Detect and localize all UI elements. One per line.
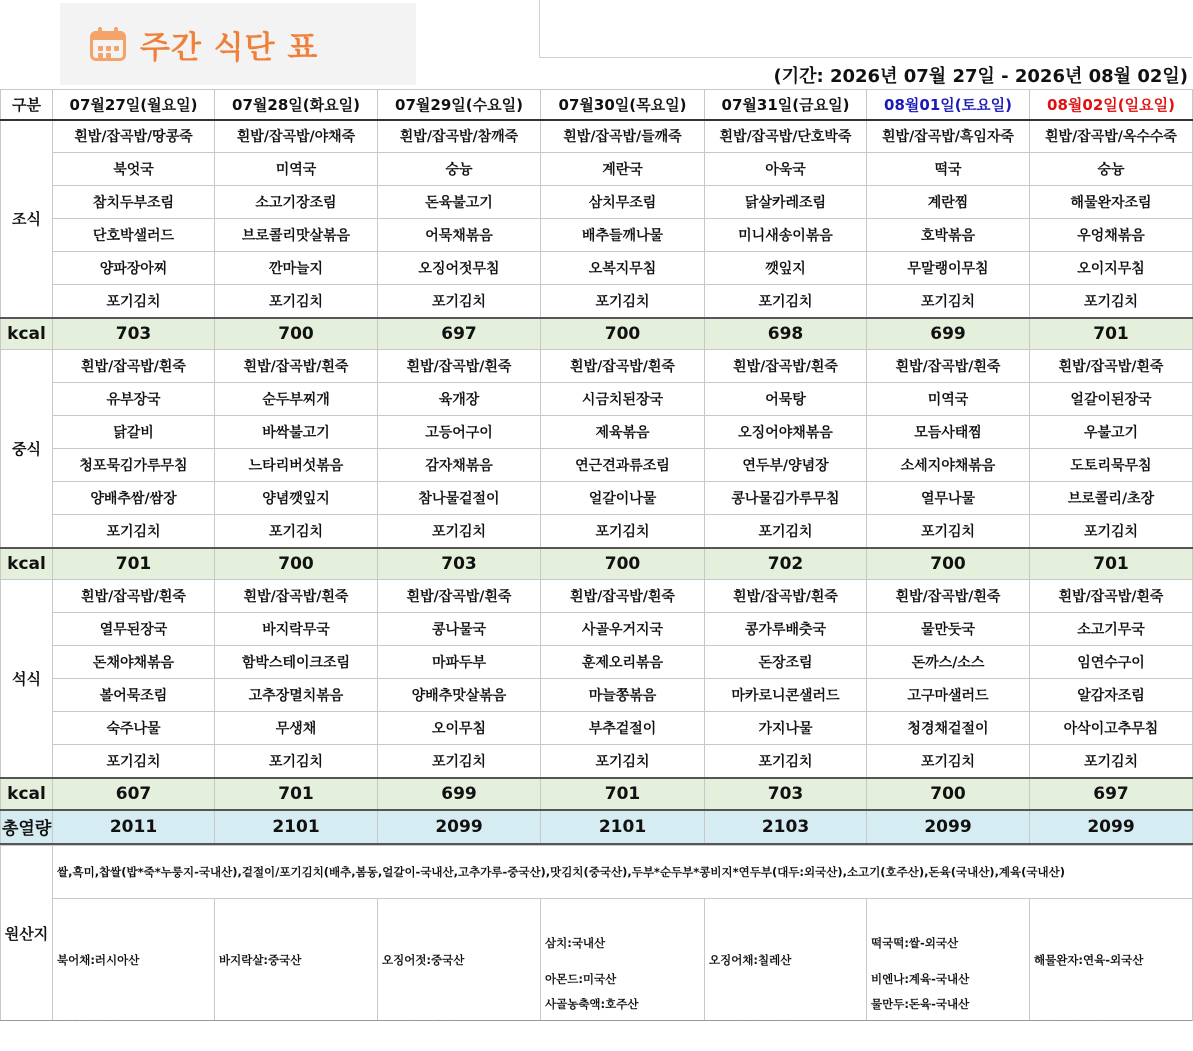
kcal-value: 703 (53, 318, 215, 350)
menu-row (1, 252, 1193, 285)
total-label: 총열량 (1, 810, 53, 844)
calendar-icon (90, 27, 126, 61)
menu-row (1, 120, 1193, 153)
menu-item: 유부장국 (53, 383, 215, 416)
menu-item: 제육볶음 (541, 416, 705, 449)
menu-item: 무생채 (215, 712, 378, 745)
meal-label-breakfast: 조식 (1, 120, 53, 318)
menu-item: 포기김치 (705, 285, 867, 318)
menu-item: 가지나물 (705, 712, 867, 745)
kcal-value: 607 (53, 778, 215, 810)
menu-item: 소고기무국 (1030, 613, 1193, 646)
menu-item: 닭살카레조림 (705, 186, 867, 219)
menu-row (1, 186, 1193, 219)
menu-item: 시금치된장국 (541, 383, 705, 416)
menu-row (1, 745, 1193, 778)
menu-item: 아삭이고추무침 (1030, 712, 1193, 745)
menu-item: 감자채볶음 (378, 449, 541, 482)
menu-item: 흰밥/잡곡밥/참깨죽 (378, 120, 541, 153)
day-header-saturday: 08월01일(토요일) (867, 90, 1030, 120)
day-header: 07월28일(화요일) (215, 90, 378, 120)
menu-item: 깐마늘지 (215, 252, 378, 285)
menu-item: 흰밥/잡곡밥/흰죽 (53, 580, 215, 613)
origin-main-row (1, 846, 1193, 899)
menu-item: 돈장조림 (705, 646, 867, 679)
menu-item: 열무된장국 (53, 613, 215, 646)
menu-item: 계란국 (541, 153, 705, 186)
menu-item: 포기김치 (53, 515, 215, 548)
kcal-value: 700 (867, 548, 1030, 580)
menu-item: 포기김치 (867, 745, 1030, 778)
menu-item: 미니새송이볶음 (705, 219, 867, 252)
total-value: 2101 (215, 810, 378, 844)
menu-item: 물만둣국 (867, 613, 1030, 646)
kcal-value: 703 (378, 548, 541, 580)
day-header-sunday: 08월02일(일요일) (1030, 90, 1193, 120)
menu-item: 돈채야채볶음 (53, 646, 215, 679)
menu-item: 콩나물김가루무침 (705, 482, 867, 515)
menu-item: 포기김치 (378, 745, 541, 778)
menu-item: 모듬사태찜 (867, 416, 1030, 449)
header-row (1, 90, 1193, 120)
menu-item: 흰밥/잡곡밥/흰죽 (867, 350, 1030, 383)
meal-label-dinner: 석식 (1, 580, 53, 778)
menu-item: 무말랭이무침 (867, 252, 1030, 285)
header-divider (539, 0, 540, 57)
menu-item: 순두부찌개 (215, 383, 378, 416)
menu-item: 소고기장조림 (215, 186, 378, 219)
menu-item: 우엉채볶음 (1030, 219, 1193, 252)
origin-cell (1030, 899, 1193, 1021)
menu-item: 흰밥/잡곡밥/흰죽 (53, 350, 215, 383)
menu-item: 흰밥/잡곡밥/단호박죽 (705, 120, 867, 153)
menu-item: 사골우거지국 (541, 613, 705, 646)
day-header: 07월30일(목요일) (541, 90, 705, 120)
origin-cell (541, 899, 705, 1021)
menu-item: 포기김치 (378, 515, 541, 548)
menu-item: 참나물겉절이 (378, 482, 541, 515)
menu-row (1, 416, 1193, 449)
period-text: (기간: 2026년 07월 27일 - 2026년 08월 02일) (773, 66, 1188, 87)
menu-item: 흰밥/잡곡밥/흰죽 (1030, 580, 1193, 613)
menu-item: 흰밥/잡곡밥/흰죽 (1030, 350, 1193, 383)
total-value: 2101 (541, 810, 705, 844)
menu-item: 고추장멸치볶음 (215, 679, 378, 712)
origin-main-text: 쌀,흑미,찹쌀(밥*죽*누룽지-국내산),겉절이/포기김치(배추,봄동,얼갈이-국내산,고추가루-중국산),맛김치(중국산),두부*순두부*콩비지*연두부(대두:외국산),소고기(호주산),돈육(국내산),계육(국내산) (53, 846, 1193, 899)
total-row (1, 810, 1193, 844)
page-footer-area (0, 1020, 1192, 1051)
menu-row (1, 383, 1193, 416)
menu-row (1, 219, 1193, 252)
kcal-value: 701 (1030, 318, 1193, 350)
menu-item: 흰밥/잡곡밥/흰죽 (541, 580, 705, 613)
menu-item: 어묵탕 (705, 383, 867, 416)
origin-entry: 떡국떡:쌀-외국산 (871, 936, 959, 950)
origin-entry: 삼치:국내산 (545, 936, 606, 950)
origin-entry: 오징어젓:중국산 (382, 953, 465, 967)
menu-item: 오복지무침 (541, 252, 705, 285)
title-box (60, 3, 416, 85)
menu-item: 포기김치 (215, 285, 378, 318)
menu-item: 부추겉절이 (541, 712, 705, 745)
menu-item: 양념깻잎지 (215, 482, 378, 515)
menu-row (1, 679, 1193, 712)
origin-entry: 북어채:러시아산 (57, 953, 140, 967)
menu-item: 돈까스/소스 (867, 646, 1030, 679)
menu-item: 미역국 (215, 153, 378, 186)
menu-item: 콩나물국 (378, 613, 541, 646)
menu-item: 청포묵김가루무침 (53, 449, 215, 482)
origin-cell (215, 899, 378, 1021)
total-value: 2099 (378, 810, 541, 844)
menu-item: 북엇국 (53, 153, 215, 186)
kcal-row (1, 778, 1193, 810)
kcal-row (1, 318, 1193, 350)
menu-item: 삼치무조림 (541, 186, 705, 219)
menu-item: 포기김치 (705, 745, 867, 778)
menu-item: 포기김치 (53, 745, 215, 778)
kcal-row (1, 548, 1193, 580)
origin-cell (53, 899, 215, 1021)
meal-label-lunch: 중식 (1, 350, 53, 548)
total-value: 2011 (53, 810, 215, 844)
menu-item: 오이지무침 (1030, 252, 1193, 285)
kcal-value: 701 (215, 778, 378, 810)
menu-table (0, 89, 1193, 845)
menu-row (1, 515, 1193, 548)
menu-row (1, 712, 1193, 745)
menu-item: 해물완자조림 (1030, 186, 1193, 219)
menu-item: 포기김치 (1030, 285, 1193, 318)
menu-item: 오징어야채볶음 (705, 416, 867, 449)
menu-item: 깻잎지 (705, 252, 867, 285)
kcal-value: 701 (1030, 548, 1193, 580)
kcal-value: 700 (867, 778, 1030, 810)
kcal-value: 700 (541, 548, 705, 580)
menu-item: 미역국 (867, 383, 1030, 416)
kcal-value: 703 (705, 778, 867, 810)
menu-item: 바지락무국 (215, 613, 378, 646)
total-value: 2103 (705, 810, 867, 844)
menu-item: 포기김치 (1030, 745, 1193, 778)
menu-item: 포기김치 (378, 285, 541, 318)
menu-item: 흰밥/잡곡밥/흰죽 (215, 580, 378, 613)
menu-item: 육개장 (378, 383, 541, 416)
menu-item: 브로콜리맛살볶음 (215, 219, 378, 252)
origin-detail-row (1, 899, 1193, 1021)
menu-item: 오이무침 (378, 712, 541, 745)
origin-entry: 오징어채:칠레산 (709, 953, 792, 967)
menu-item: 고구마샐러드 (867, 679, 1030, 712)
kcal-value: 699 (867, 318, 1030, 350)
menu-item: 마늘쫑볶음 (541, 679, 705, 712)
kcal-value: 701 (541, 778, 705, 810)
kcal-value: 700 (215, 318, 378, 350)
menu-item: 흰밥/잡곡밥/옥수수죽 (1030, 120, 1193, 153)
kcal-value: 701 (53, 548, 215, 580)
menu-item: 소세지야채볶음 (867, 449, 1030, 482)
menu-item: 브로콜리/초장 (1030, 482, 1193, 515)
origin-cell (705, 899, 867, 1021)
kcal-value: 700 (215, 548, 378, 580)
origin-table (0, 845, 1193, 1021)
menu-item: 흰밥/잡곡밥/땅콩죽 (53, 120, 215, 153)
menu-item: 얼갈이된장국 (1030, 383, 1193, 416)
menu-row (1, 350, 1193, 383)
menu-item: 흰밥/잡곡밥/흰죽 (705, 580, 867, 613)
menu-item: 연두부/양념장 (705, 449, 867, 482)
menu-item: 양파장아찌 (53, 252, 215, 285)
menu-item: 임연수구이 (1030, 646, 1193, 679)
menu-item: 흰밥/잡곡밥/흰죽 (705, 350, 867, 383)
menu-item: 숭늉 (1030, 153, 1193, 186)
menu-item: 콩가루배춧국 (705, 613, 867, 646)
menu-item: 열무나물 (867, 482, 1030, 515)
menu-item: 볼어묵조림 (53, 679, 215, 712)
menu-item: 계란찜 (867, 186, 1030, 219)
menu-item: 포기김치 (867, 285, 1030, 318)
menu-item: 흰밥/잡곡밥/흑임자죽 (867, 120, 1030, 153)
total-value: 2099 (867, 810, 1030, 844)
origin-entry: 해물완자:연육-외국산 (1034, 953, 1144, 967)
menu-item: 포기김치 (705, 515, 867, 548)
menu-item: 배추들깨나물 (541, 219, 705, 252)
kcal-value: 699 (378, 778, 541, 810)
menu-item: 숙주나물 (53, 712, 215, 745)
menu-item: 흰밥/잡곡밥/흰죽 (867, 580, 1030, 613)
origin-entry: 물만두:돈육-국내산 (871, 997, 970, 1011)
menu-item: 흰밥/잡곡밥/흰죽 (378, 580, 541, 613)
menu-item: 포기김치 (867, 515, 1030, 548)
menu-item: 함박스테이크조림 (215, 646, 378, 679)
day-header: 07월29일(수요일) (378, 90, 541, 120)
menu-item: 알감자조림 (1030, 679, 1193, 712)
kcal-label: kcal (1, 318, 53, 350)
menu-item: 단호박샐러드 (53, 219, 215, 252)
menu-item: 마카로니콘샐러드 (705, 679, 867, 712)
menu-row (1, 153, 1193, 186)
menu-item: 포기김치 (215, 515, 378, 548)
menu-item: 양배추쌈/쌈장 (53, 482, 215, 515)
menu-row (1, 580, 1193, 613)
menu-item: 청경채겉절이 (867, 712, 1030, 745)
menu-item: 포기김치 (541, 515, 705, 548)
origin-entry: 비엔나:계육-국내산 (871, 972, 970, 986)
menu-item: 고등어구이 (378, 416, 541, 449)
origin-cell (378, 899, 541, 1021)
menu-item: 바싹불고기 (215, 416, 378, 449)
menu-item: 흰밥/잡곡밥/흰죽 (541, 350, 705, 383)
menu-item: 흰밥/잡곡밥/야채죽 (215, 120, 378, 153)
menu-item: 포기김치 (1030, 515, 1193, 548)
day-header: 07월27일(월요일) (53, 90, 215, 120)
origin-entry: 바지락살:중국산 (219, 953, 302, 967)
menu-item: 우불고기 (1030, 416, 1193, 449)
kcal-value: 697 (1030, 778, 1193, 810)
menu-item: 느타리버섯볶음 (215, 449, 378, 482)
menu-item: 마파두부 (378, 646, 541, 679)
menu-item: 양배추맛살볶음 (378, 679, 541, 712)
menu-item: 닭갈비 (53, 416, 215, 449)
menu-item: 포기김치 (215, 745, 378, 778)
kcal-value: 697 (378, 318, 541, 350)
menu-row (1, 285, 1193, 318)
menu-row (1, 646, 1193, 679)
menu-item: 도토리묵무침 (1030, 449, 1193, 482)
kcal-value: 700 (541, 318, 705, 350)
origin-label: 원산지 (1, 846, 53, 1021)
menu-item: 떡국 (867, 153, 1030, 186)
origin-entry: 사골농축액:호주산 (545, 997, 639, 1011)
menu-item: 호박볶음 (867, 219, 1030, 252)
menu-row (1, 449, 1193, 482)
menu-item: 포기김치 (541, 745, 705, 778)
menu-item: 참치두부조림 (53, 186, 215, 219)
menu-item: 포기김치 (53, 285, 215, 318)
menu-item: 숭늉 (378, 153, 541, 186)
menu-item: 어묵채볶음 (378, 219, 541, 252)
menu-item: 훈제오리볶음 (541, 646, 705, 679)
menu-item: 오징어젓무침 (378, 252, 541, 285)
kcal-label: kcal (1, 548, 53, 580)
day-header: 07월31일(금요일) (705, 90, 867, 120)
menu-item: 흰밥/잡곡밥/흰죽 (378, 350, 541, 383)
menu-row (1, 482, 1193, 515)
menu-item: 흰밥/잡곡밥/들깨죽 (541, 120, 705, 153)
header-divider-horizontal (539, 57, 1192, 58)
total-value: 2099 (1030, 810, 1193, 844)
page-title: 주간 식단 표 (140, 29, 319, 66)
origin-entry: 아몬드:미국산 (545, 972, 617, 986)
menu-item: 얼갈이나물 (541, 482, 705, 515)
menu-item: 연근견과류조림 (541, 449, 705, 482)
menu-item: 포기김치 (541, 285, 705, 318)
menu-item: 흰밥/잡곡밥/흰죽 (215, 350, 378, 383)
menu-item: 돈육불고기 (378, 186, 541, 219)
menu-item: 아욱국 (705, 153, 867, 186)
kcal-value: 702 (705, 548, 867, 580)
category-header: 구분 (1, 90, 53, 120)
kcal-label: kcal (1, 778, 53, 810)
origin-cell (867, 899, 1030, 1021)
kcal-value: 698 (705, 318, 867, 350)
menu-row (1, 613, 1193, 646)
